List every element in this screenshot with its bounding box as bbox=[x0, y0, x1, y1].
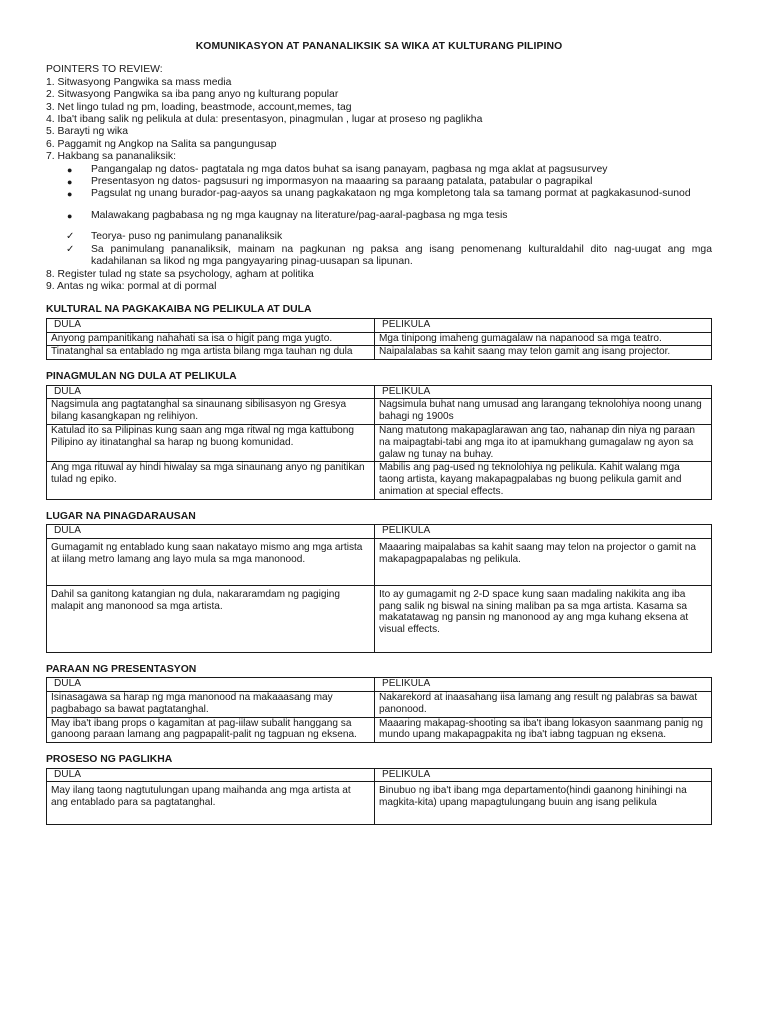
column-header-pelikula: PELIKULA bbox=[375, 385, 712, 399]
column-header-dula: DULA bbox=[47, 678, 375, 692]
section-heading: PINAGMULAN NG DULA AT PELIKULA bbox=[46, 371, 237, 383]
column-header-dula: DULA bbox=[47, 318, 375, 332]
table-row bbox=[47, 538, 712, 585]
table-row bbox=[47, 782, 712, 825]
column-header-pelikula: PELIKULA bbox=[375, 768, 712, 782]
pointer-item: 1. Sitwasyong Pangwika sa mass media bbox=[46, 76, 232, 88]
comparison-table bbox=[46, 524, 712, 653]
checkmark-icon: ✓ bbox=[66, 243, 75, 255]
table-cell: May ilang taong nagtutulungan upang maihanda ang mga artista at ang entablado para sa pagtatanghal. bbox=[47, 782, 375, 825]
table-cell: Tinatanghal sa entablado ng mga artista bilang mga tauhan ng dula bbox=[47, 346, 375, 360]
table-cell: Nagsimula buhat nang umusad ang larangang teknolohiya noong unang bahagi ng 1900s bbox=[375, 399, 712, 425]
table-row bbox=[47, 585, 712, 652]
table-cell: Anyong pampanitikang nahahati sa isa o higit pang mga yugto. bbox=[47, 332, 375, 346]
table-cell: Maaaring makapag-shooting sa iba't ibang lokasyon saanmang panig ng mundo upang makapagpakita ng iba't iabng tagpuan ng eksena. bbox=[375, 717, 712, 743]
table-cell: Mabilis ang pag-used ng teknolohiya ng pelikula. Kahit walang mga taong artista, kayang makapagpalabas ng buong pelikula gamit and animation at special effects. bbox=[375, 462, 712, 499]
table-row bbox=[47, 399, 712, 425]
pointers-list-end bbox=[46, 269, 712, 294]
hakbang-bullets bbox=[46, 164, 712, 223]
table-cell: May iba't ibang props o kagamitan at pag-iilaw subalit hanggang sa ganoong paraan lamang ang pagpapalit-palit ng tagpuan ng eksena. bbox=[47, 717, 375, 743]
section-heading: PARAAN NG PRESENTASYON bbox=[46, 663, 197, 675]
table-cell: Nakarekord at inaasahang iisa lamang ang result ng palabras sa bawat panonood. bbox=[375, 692, 712, 718]
table-header-row bbox=[47, 385, 712, 399]
bullet-dot-icon: ● bbox=[67, 177, 73, 188]
check-item: ✓ Teorya- puso ng panimulang pananaliksik bbox=[66, 231, 283, 243]
pointer-item: 7. Hakbang sa pananaliksik: bbox=[46, 151, 176, 163]
column-header-pelikula: PELIKULA bbox=[375, 678, 712, 692]
table-row bbox=[47, 332, 712, 346]
table-header-row bbox=[47, 678, 712, 692]
table-cell: Gumagamit ng entablado kung saan nakatayo mismo ang mga artista at iilang metro lamang ang layo mula sa mga manonood. bbox=[47, 538, 375, 585]
comparison-table bbox=[46, 318, 712, 360]
table-cell: Naipalalabas sa kahit saang may telon gamit ang isang projector. bbox=[375, 346, 712, 360]
document-title: KOMUNIKASYON AT PANANALIKSIK SA WIKA AT KULTURANG PILIPINO bbox=[195, 41, 563, 52]
check-item: ✓ Sa panimulang pananaliksik, mainam na pagkunan ng paksa ang isang penomenang kulturaldahil dito nag-uugat ang mga kadahilanan sa likod ng mga pangyayaring pinag-uusapan sa lipunan. bbox=[66, 243, 712, 268]
comparison-table bbox=[46, 385, 712, 500]
comparison-table bbox=[46, 677, 712, 743]
section-heading: LUGAR NA PINAGDARAUSAN bbox=[46, 510, 196, 522]
pointer-item: 8. Register tulad ng state sa psychology, agham at politika bbox=[46, 268, 314, 280]
table-row bbox=[47, 424, 712, 461]
table-cell: Maaaring maipalabas sa kahit saang may telon na projector o gamit na makapagpapalabas ng pelikula. bbox=[375, 538, 712, 585]
pointer-item: 4. Iba't ibang salik ng pelikula at dula: presentasyon, pinagmulan , lugar at proseso ng paglikha bbox=[46, 114, 483, 126]
table-row bbox=[47, 692, 712, 718]
table-cell: Dahil sa ganitong katangian ng dula, nakararamdam ng pagiging malapit ang manonood sa mga artista. bbox=[47, 585, 375, 652]
bullet-item: ● Pangangalap ng datos- pagtatala ng mga datos buhat sa isang panayam, pagbasa ng mga aklat at pagsusurvey bbox=[67, 163, 608, 175]
table-header-row bbox=[47, 525, 712, 539]
bullet-item: ● Pagsulat ng unang burador-pag-aayos sa unang pagkakataon ng mga kompletong tala sa tamang pormat at pagkakasunod-sunod bbox=[67, 188, 691, 200]
table-row bbox=[47, 346, 712, 360]
table-cell: Katulad ito sa Pilipinas kung saan ang mga ritwal ng mga kattubong Pilipino ay itinatanghal sa harap ng buong komunidad. bbox=[47, 424, 375, 461]
column-header-dula: DULA bbox=[47, 385, 375, 399]
table-cell: Binubuo ng iba't ibang mga departamento(hindi gaanong hinihingi na magkita-kita) upang mapagtulungang buuin ang isang pelikula bbox=[375, 782, 712, 825]
bullet-dot-icon: ● bbox=[67, 189, 73, 200]
pointer-item: 3. Net lingo tulad ng pm, loading, beastmode, account,memes, tag bbox=[46, 101, 352, 113]
column-header-pelikula: PELIKULA bbox=[375, 525, 712, 539]
table-cell: Nang matutong makapaglarawan ang tao, nahanap din niya ng paraan na maipagtabi-tabi ang mga ito at ipamukhang gumagalaw ng ayon sa galaw ng tunay na buhay. bbox=[375, 424, 712, 461]
column-header-dula: DULA bbox=[47, 768, 375, 782]
pointer-item: 2. Sitwasyong Pangwika sa iba pang anyo ng kulturang popular bbox=[46, 89, 339, 101]
comparison-table bbox=[46, 768, 712, 826]
column-header-pelikula: PELIKULA bbox=[375, 318, 712, 332]
table-cell: Ang mga rituwal ay hindi hiwalay sa mga sinaunang anyo ng panitikan tulad ng epiko. bbox=[47, 462, 375, 499]
table-header-row bbox=[47, 318, 712, 332]
bullet-dot-icon: ● bbox=[67, 210, 73, 221]
column-header-dula: DULA bbox=[47, 525, 375, 539]
section-heading: KULTURAL NA PAGKAKAIBA NG PELIKULA AT DULA bbox=[46, 304, 312, 316]
bullet-item: ● Malawakang pagbabasa ng ng mga kaugnay na literature/pag-aaral-pagbasa ng mga tesis bbox=[67, 209, 508, 221]
pointers-list bbox=[46, 77, 712, 164]
bullet-dot-icon: ● bbox=[67, 164, 73, 175]
table-cell: Mga tinipong imaheng gumagalaw na napanood sa mga teatro. bbox=[375, 332, 712, 346]
table-cell: Ito ay gumagamit ng 2-D space kung saan madaling nakikita ang iba pang salik ng biswal na sining maliban pa sa mga artista. Kasama sa makatatawag ng pansin ng manonood ay ang mga kuhang eksena at visual effects. bbox=[375, 585, 712, 652]
bullet-item: ● Presentasyon ng datos- pagsusuri ng impormasyon na maaaring sa paraang patalata, patabular o pagrapikal bbox=[67, 176, 593, 188]
table-cell: Nagsimula ang pagtatanghal sa sinaunang sibilisasyon ng Gresya bilang kasangkapan ng relihiyon. bbox=[47, 399, 375, 425]
checkmark-icon: ✓ bbox=[66, 231, 75, 243]
table-row bbox=[47, 717, 712, 743]
pointer-item: 6. Paggamit ng Angkop na Salita sa pangungusap bbox=[46, 138, 277, 150]
section-heading: PROSESO NG PAGLIKHA bbox=[46, 754, 173, 766]
table-cell: Isinasagawa sa harap ng mga manonood na makaaasang may pagbabago sa bawat pagtatanghal. bbox=[47, 692, 375, 718]
pointers-heading: POINTERS TO REVIEW: bbox=[46, 64, 163, 76]
table-header-row bbox=[47, 768, 712, 782]
pointer-item: 5. Barayti ng wika bbox=[46, 126, 129, 138]
check-list bbox=[46, 231, 712, 268]
pointer-item: 9. Antas ng wika: pormal at di pormal bbox=[46, 280, 217, 292]
table-row bbox=[47, 462, 712, 499]
